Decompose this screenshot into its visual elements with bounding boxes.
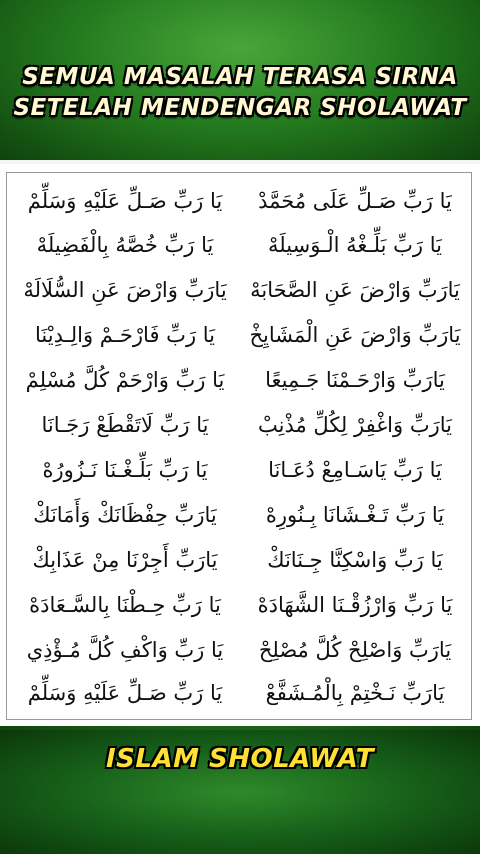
verse-right: يَارَبِّ نَـخْتِمْ بِالْمُـشَفَّعْ xyxy=(265,681,445,705)
verse-row xyxy=(15,628,465,672)
verse-left: يَا رَبِّ وَارْحَمْ كُلَّ مُسْلِمْ xyxy=(25,368,225,392)
verse-row xyxy=(15,671,465,715)
verse-right: يَا رَبِّ تَـغْـشَانَا بِـنُورِهْ xyxy=(265,503,445,527)
headline-line-1: SEMUA MASALAH TERASA SIRNA xyxy=(22,64,458,90)
verse-row xyxy=(15,448,465,492)
verse-row xyxy=(15,179,465,223)
channel-label: ISLAM SHOLAWAT xyxy=(106,744,374,774)
verse-left: يَارَبِّ وَارْضَ عَنِ السُّلَالَهْ xyxy=(23,278,227,302)
verse-row xyxy=(15,583,465,627)
verse-left: يَا رَبِّ خُصَّهُ بِالْفَضِيلَهْ xyxy=(36,233,214,257)
verse-right: يَا رَبِّ بَلِّـغْهُ الْـوَسِيلَهْ xyxy=(268,233,442,257)
verse-row xyxy=(15,403,465,447)
verse-right: يَا رَبِّ صَـلِّ عَلَى مُحَمَّدْ xyxy=(258,189,452,213)
verse-right: يَارَبِّ وَارْضَ عَنِ الصَّحَابَهْ xyxy=(250,278,460,302)
verse-left: يَا رَبِّ بَلِّـغْـنَا نَـزُورُهْ xyxy=(42,458,208,482)
verse-row xyxy=(15,313,465,357)
verse-right: يَارَبِّ وَاغْفِرْ لِكُلِّ مُذْنِبْ xyxy=(258,413,452,437)
verse-left: يَا رَبِّ صَـلِّ عَلَيْهِ وَسَلِّمْ xyxy=(27,681,223,705)
verse-right: يَا رَبِّ يَاسَـامِعْ دُعَـانَا xyxy=(268,458,442,482)
verse-right: يَارَبِّ وَاصْلِحْ كُلَّ مُصْلِحْ xyxy=(258,638,452,662)
headline xyxy=(0,62,480,124)
verse-row xyxy=(15,538,465,582)
verse-row xyxy=(15,358,465,402)
verse-left: يَارَبِّ أَجِرْنَا مِنْ عَذَابِكْ xyxy=(32,548,218,572)
lyrics-frame xyxy=(6,172,472,720)
verse-left: يَارَبِّ حِفْظَانَكْ وَأَمَانَكْ xyxy=(33,503,217,527)
lyrics-panel xyxy=(0,160,480,726)
verse-row xyxy=(15,493,465,537)
verse-row xyxy=(15,268,465,312)
verse-left: يَا رَبِّ صَـلِّ عَلَيْهِ وَسَلِّمْ xyxy=(27,189,223,213)
verse-right: يَارَبِّ وَارْحَـمْنَا جَـمِيعًا xyxy=(265,368,445,392)
headline-line-2: SETELAH MENDENGAR SHOLAWAT xyxy=(13,95,467,121)
verse-right: يَارَبِّ وَارْضَ عَنِ الْمَشَايِخْ xyxy=(249,323,461,347)
verse-right: يَا رَبِّ وَاسْكِنَّا جِـنَانَكْ xyxy=(267,548,443,572)
verse-left: يَا رَبِّ فَارْحَـمْ وَالِـدِيْنَا xyxy=(35,323,215,347)
verse-left: يَا رَبِّ لَاتَقْطَعْ رَجَـانَا xyxy=(41,413,209,437)
verse-row xyxy=(15,223,465,267)
verse-left: يَا رَبِّ حِـطْنَا بِالسَّـعَادَهْ xyxy=(29,593,221,617)
verse-left: يَا رَبِّ وَاكْفِ كُلَّ مُـؤْذِي xyxy=(26,638,224,662)
verse-right: يَا رَبِّ وَارْزُقْـنَا الشَّهَادَهْ xyxy=(257,593,453,617)
